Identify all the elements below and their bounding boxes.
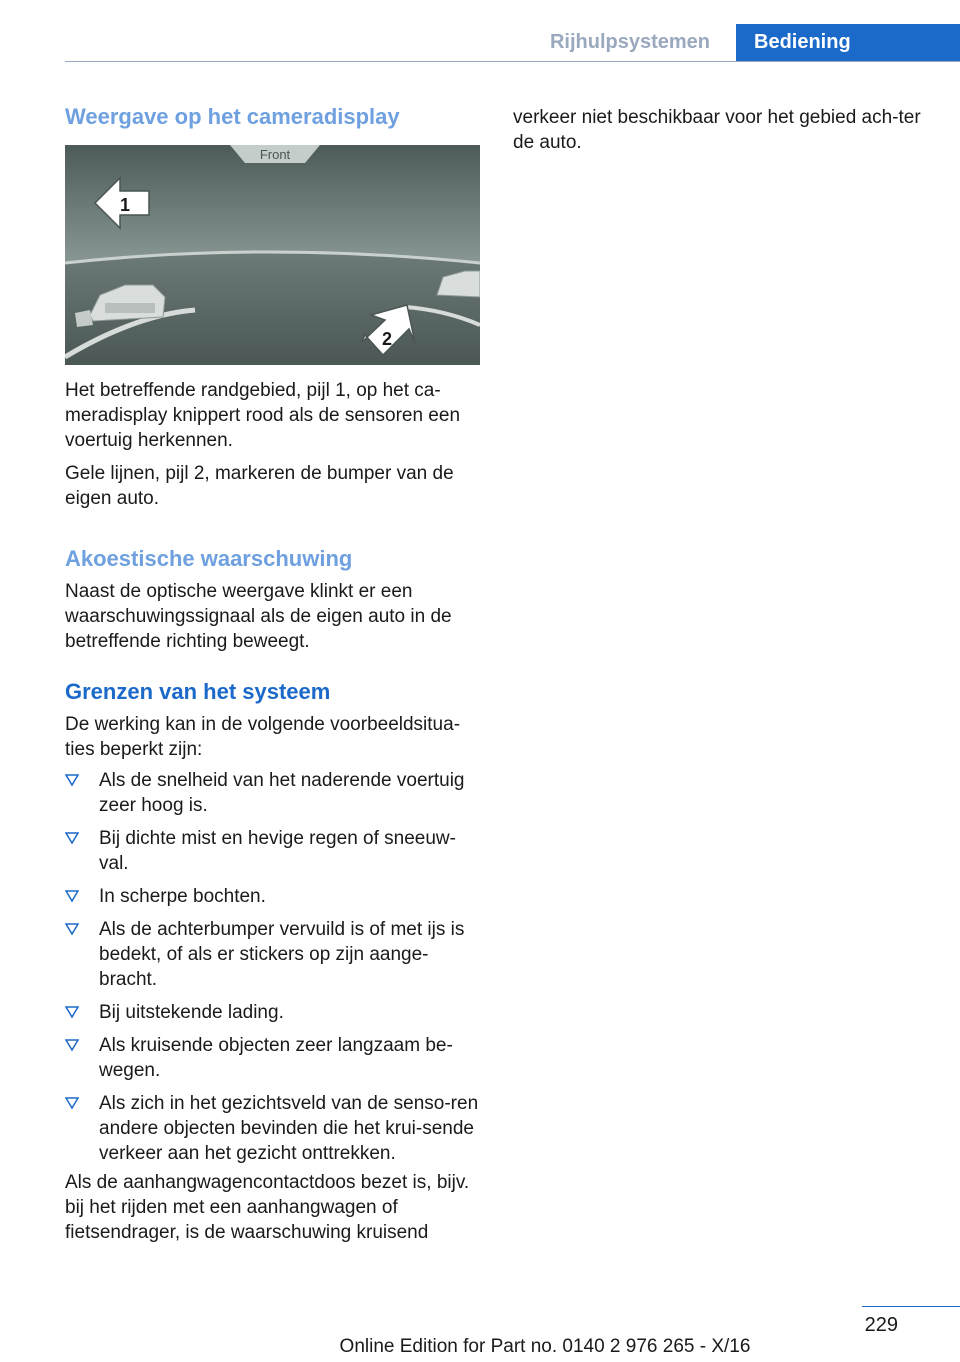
list-item — [65, 1091, 483, 1166]
list-item — [65, 917, 483, 992]
camera-display-illustration — [65, 145, 480, 365]
limits-list — [65, 768, 483, 1174]
triangle-bullet-icon — [65, 1038, 79, 1052]
front-label: Front — [259, 147, 291, 162]
paragraph-yellow-lines: Gele lijnen, pijl 2, markeren de bumper van de eigen auto. — [65, 463, 454, 509]
triangle-bullet-icon — [65, 922, 79, 936]
running-header-section: Rijhulpsystemen — [549, 31, 711, 53]
paragraph-trailer-socket: Als de aanhangwagencontactdoos bezet is, bijv. bij het rijden met een aanhangwagen of fietsendrager, is de waarschuwing kruisend — [65, 1172, 470, 1243]
arrow-2-label: 2 — [381, 329, 393, 349]
paragraph-continuation: verkeer niet beschikbaar voor het gebied ach‐ter de auto. — [513, 107, 921, 153]
list-item — [65, 884, 483, 909]
heading-camera-display: Weergave op het cameradisplay — [65, 104, 400, 129]
heading-acoustic-warning: Akoestische waarschuwing — [65, 546, 353, 571]
list-item-text: In scherpe bochten. — [99, 886, 266, 907]
footer-rule — [862, 1306, 960, 1307]
triangle-bullet-icon — [65, 831, 79, 845]
arrow-1-label: 1 — [119, 195, 131, 215]
camera-display-figure — [65, 145, 480, 365]
heading-system-limits: Grenzen van het systeem — [65, 679, 331, 704]
paragraph-acoustic-warning: Naast de optische weergave klinkt er een waarschuwingssignaal als de eigen auto in de betreffende richting beweegt. — [65, 581, 452, 652]
paragraph-system-limits-intro: De werking kan in de volgende voorbeeldsitua‐ties beperkt zijn: — [65, 714, 461, 760]
list-item-text: Als zich in het gezichtsveld van de senso‐ren andere objecten bevinden die het krui‐sende verkeer aan het gezicht onttrekken. — [99, 1093, 479, 1164]
list-item-text: Bij uitstekende lading. — [99, 1002, 284, 1023]
triangle-bullet-icon — [65, 889, 79, 903]
edition-line: Online Edition for Part no. 0140 2 976 265 - X/16 — [339, 1336, 751, 1357]
list-item-text: Als de achterbumper vervuild is of met ijs is bedekt, of als er stickers op zijn aange‐bracht. — [99, 919, 465, 990]
list-item — [65, 768, 483, 818]
triangle-bullet-icon — [65, 773, 79, 787]
triangle-bullet-icon — [65, 1005, 79, 1019]
list-item-text: Als kruisende objecten zeer langzaam be‐wegen. — [99, 1035, 453, 1081]
list-item — [65, 1033, 483, 1083]
triangle-bullet-icon — [65, 1096, 79, 1110]
list-item — [65, 826, 483, 876]
header-rule — [65, 61, 960, 62]
page-number: 229 — [864, 1314, 898, 1336]
running-header-chapter: Bediening — [736, 24, 960, 61]
list-item — [65, 1000, 483, 1025]
paragraph-border-area: Het betreffende randgebied, pijl 1, op het ca‐meradisplay knippert rood als de sensoren een voertuig herkennen. — [65, 380, 461, 451]
list-item-text: Bij dichte mist en hevige regen of sneeuw‐val. — [99, 828, 456, 874]
list-item-text: Als de snelheid van het naderende voertuig zeer hoog is. — [99, 770, 465, 816]
